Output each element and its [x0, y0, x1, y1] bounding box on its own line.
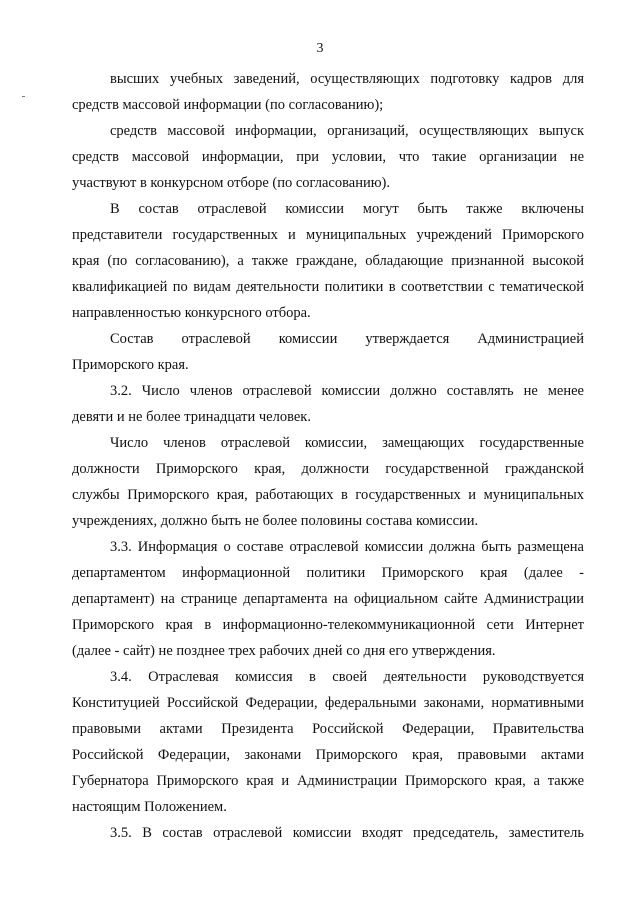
text-line: средств массовой информации (по согласованию); [72, 97, 384, 113]
text-line: 3.5. В состав отраслевой комиссии входят председатель, заместитель [110, 825, 584, 841]
text-line: квалификацией по видам деятельности политики в соответствии с тематической [72, 279, 584, 295]
text-line: 3.4. Отраслевая комиссия в своей деятельности руководствуется [110, 669, 584, 685]
text-line: (далее - сайт) не позднее трех рабочих дней со дня его утверждения. [72, 643, 496, 659]
text-line: В состав отраслевой комиссии могут быть также включены [110, 201, 584, 217]
text-line: Губернатора Приморского края и Администрации Приморского края, а также [72, 773, 584, 789]
page-number: 3 [316, 41, 324, 56]
text-line: настоящим Положением. [72, 799, 227, 815]
text-line: учреждениях, должно быть не более половины состава комиссии. [72, 513, 479, 529]
text-line: правовыми актами Президента Российской Федерации, Правительства [72, 721, 584, 737]
text-line: службы Приморского края, работающих в государственных и муниципальных [72, 487, 584, 503]
text-line: участвуют в конкурсном отборе (по согласованию). [72, 175, 391, 191]
text-line: департаментом информационной политики Приморского края (далее - [72, 565, 584, 581]
text-line: должности Приморского края, должности государственной гражданской [72, 461, 584, 477]
text-line: департамент) на странице департамента на официальном сайте Администрации [72, 591, 584, 607]
text-line: высших учебных заведений, осуществляющих подготовку кадров для [110, 71, 584, 87]
document-body [72, 66, 584, 846]
text-line: средств массовой информации, при условии, что такие организации не [72, 149, 584, 165]
text-line: направленностью конкурсного отбора. [72, 305, 311, 321]
text-line: Российской Федерации, законами Приморского края, правовыми актами [72, 747, 584, 763]
text-line: 3.3. Информация о составе отраслевой комиссии должна быть размещена [110, 539, 584, 555]
text-line: Приморского края в информационно-телекоммуникационной сети Интернет [72, 617, 584, 633]
text-line: девяти и не более тринадцати человек. [72, 409, 311, 425]
text-line: Конституцией Российской Федерации, федеральными законами, нормативными [72, 695, 584, 711]
text-line: Состав отраслевой комиссии утверждается Администрацией [110, 331, 584, 347]
text-line: края (по согласованию), а также граждане, обладающие признанной высокой [72, 253, 584, 269]
text-line: средств массовой информации, организаций, осуществляющих выпуск [110, 123, 584, 139]
margin-mark [22, 96, 25, 97]
text-line: Число членов отраслевой комиссии, замещающих государственные [110, 435, 584, 451]
text-line: 3.2. Число членов отраслевой комиссии должно составлять не менее [110, 383, 584, 399]
text-line: Приморского края. [72, 357, 189, 373]
text-line: представители государственных и муниципальных учреждений Приморского [72, 227, 584, 243]
